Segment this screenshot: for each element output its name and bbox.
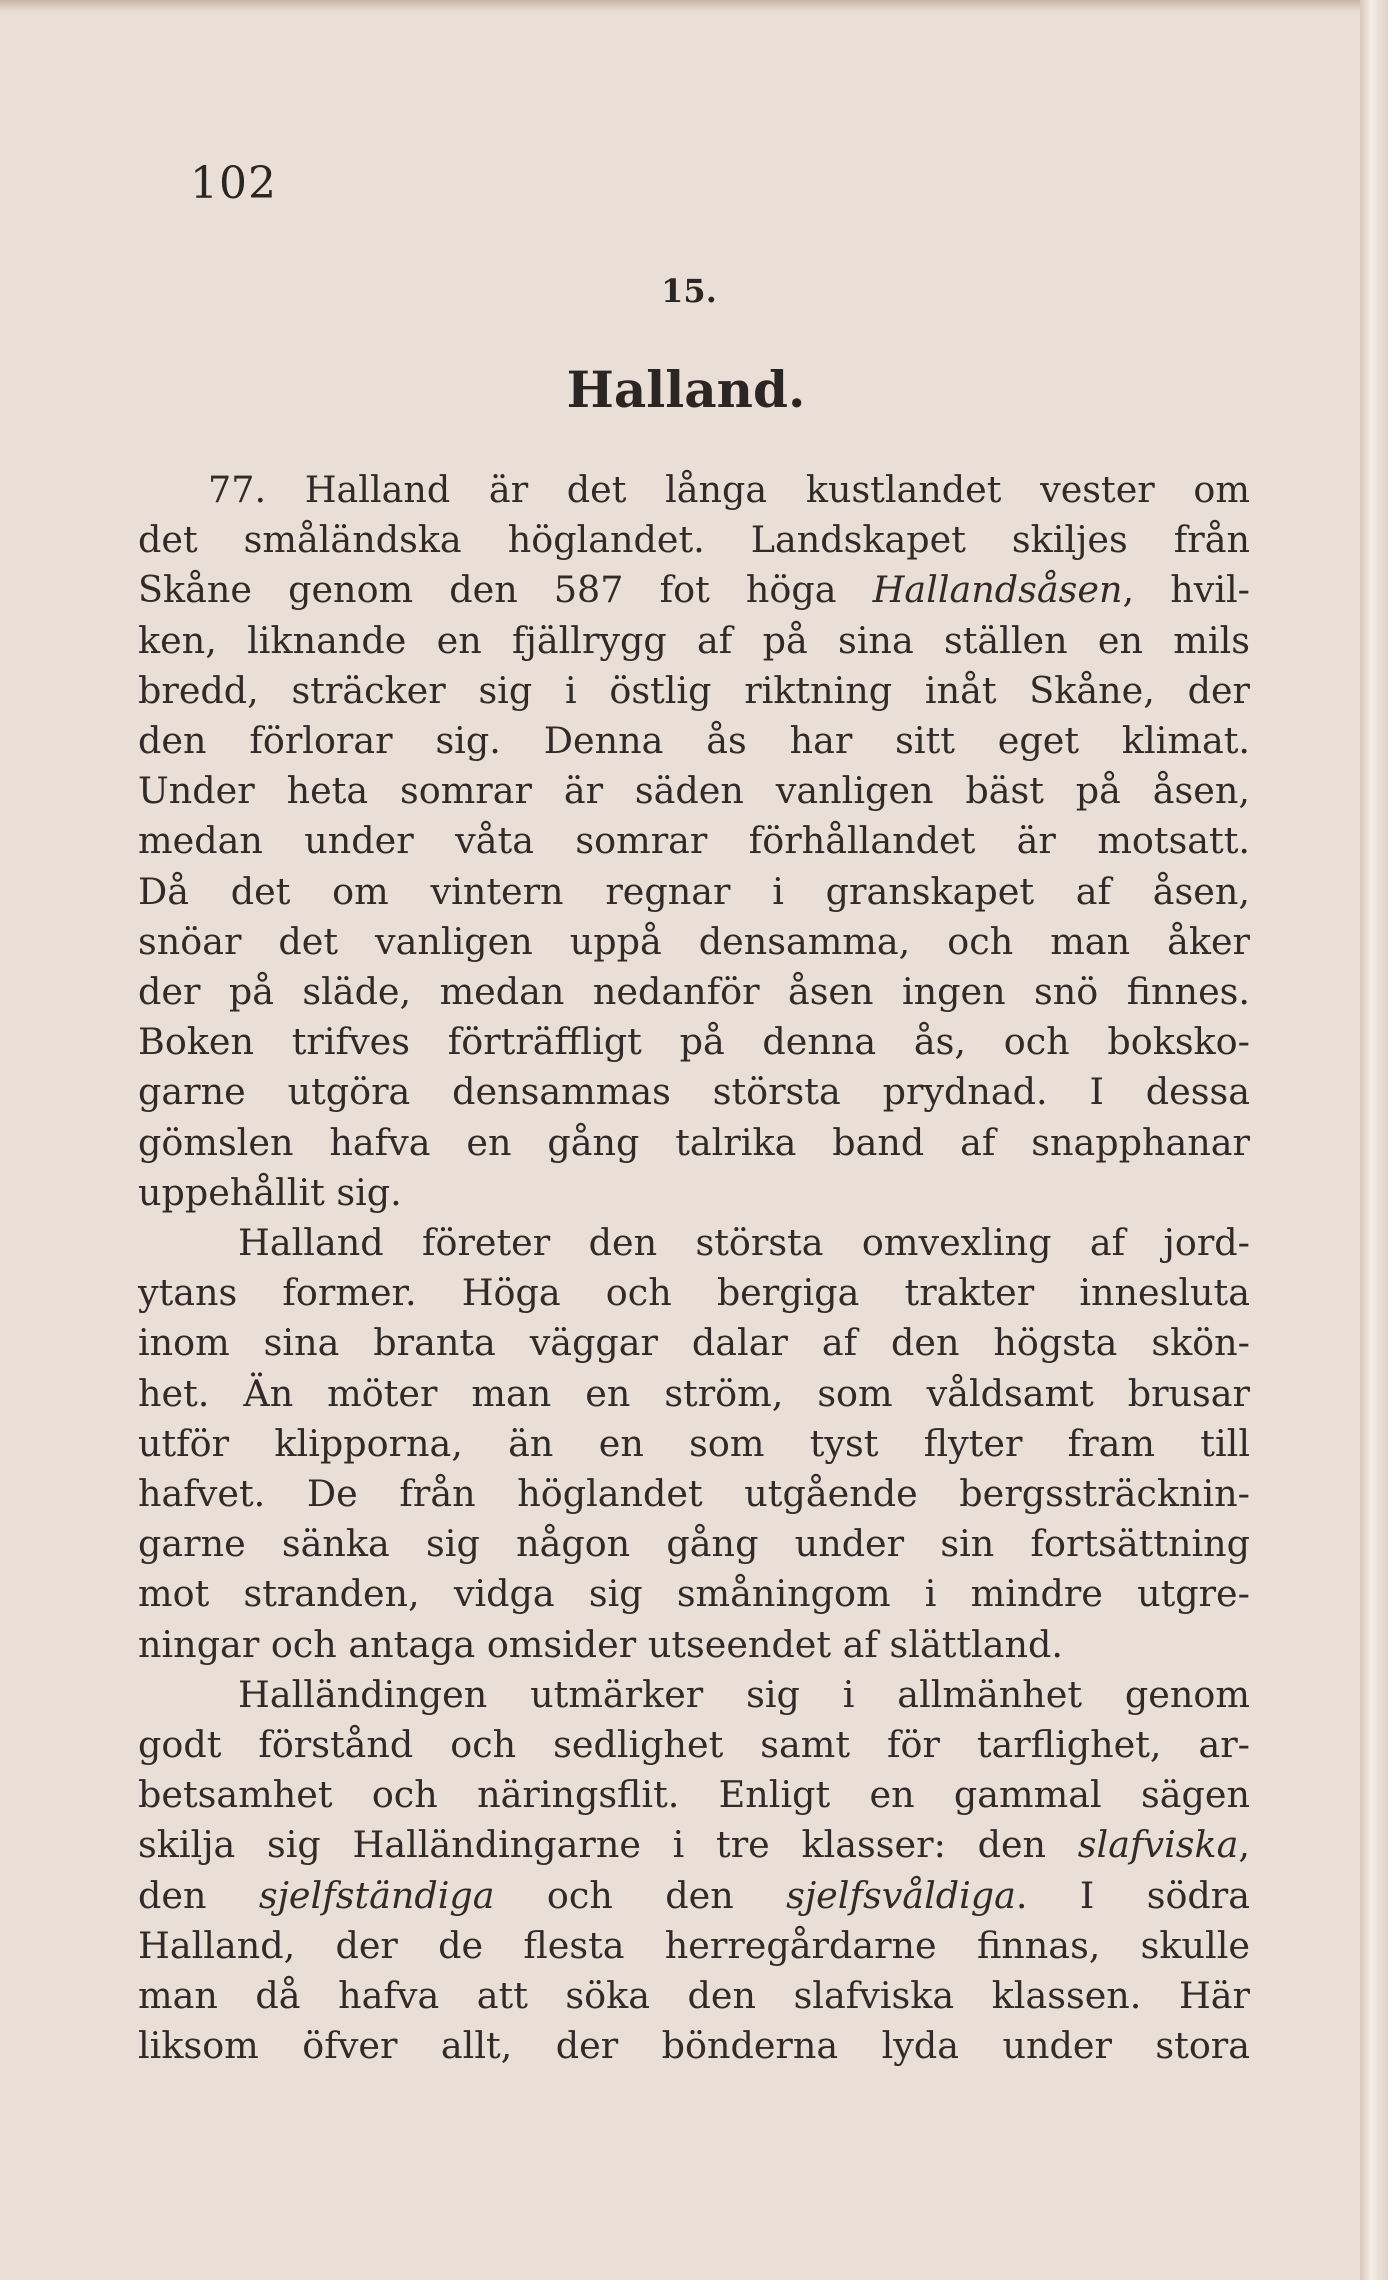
text-line: Under heta somrar är säden vanligen bäst på åsen, [138,769,1250,813]
text-line: liksom öfver allt, der bönderna lyda under stora [138,2024,1250,2068]
text-line: gömslen hafva en gång talrika band af snapphanar [138,1120,1250,1164]
text-line: snöar det vanligen uppå densamma, och man åker [138,919,1250,963]
text-line: ningar och antaga omsider utseendet af slättland. [138,1622,1063,1666]
text-line: hafvet. De från höglandet utgående bergssträcknin- [138,1472,1250,1516]
text-line: uppehållit sig. [138,1170,402,1214]
text-line: garne utgöra densammas största prydnad. I dessa [138,1070,1250,1114]
text-fragment: skilja sig Halländingarne i tre klasser: den [138,1823,1078,1867]
text-line: ytans former. Höga och bergiga trakter innesluta [138,1271,1250,1315]
section-number [0,272,1388,310]
text-fragment: , hvil- [1122,568,1250,612]
section-number-text: 15. [661,272,717,310]
text-line: Halland, der de flesta herregårdarne finnas, skulle [138,1923,1250,1967]
page-number: 102 [190,158,277,209]
text-line: den förlorar sig. Denna ås har sitt eget klimat. [138,719,1250,763]
body-text [138,465,1250,2072]
chapter-heading [0,360,1388,419]
text-line: det småländska höglandet. Landskapet skiljes från [138,518,1250,562]
text-fragment: . I södra [1015,1873,1250,1917]
text-fragment: , [1238,1823,1250,1867]
italic-term: Hallandsåsen [872,568,1123,612]
text-line [138,565,1250,615]
italic-term: sjelfständiga [258,1873,495,1917]
text-fragment: Skåne genom den 587 fot höga [138,568,873,612]
page-top-shadow [0,0,1388,12]
text-line: garne sänka sig någon gång under sin fortsättning [138,1522,1250,1566]
text-line: 77. Halland är det långa kustlandet vester om [208,468,1250,511]
text-line: Då det om vintern regnar i granskapet af åsen, [138,869,1250,913]
text-line: bredd, sträcker sig i östlig riktning inåt Skåne, der [138,668,1250,712]
text-fragment: och den [494,1873,787,1917]
text-line [138,1820,1250,1870]
text-line: der på släde, medan nedanför åsen ingen snö finnes. [138,970,1250,1014]
text-line: inom sina branta väggar dalar af den högsta skön- [138,1321,1250,1365]
text-line: medan under våta somrar förhållandet är motsatt. [138,819,1250,863]
text-line: betsamhet och näringsflit. Enligt en gammal sägen [138,1773,1250,1817]
text-line: ken, liknande en fjällrygg af på sina ställen en mils [138,618,1250,662]
italic-term: sjelfsvåldiga [786,1873,1016,1917]
chapter-heading-text: Halland. [566,360,806,419]
text-line: Boken trifves förträffligt på denna ås, och boksko- [138,1020,1250,1064]
text-line: man då hafva att söka den slafviska klassen. Här [138,1974,1250,2018]
text-line: Halländingen utmärker sig i allmänhet genom [238,1672,1250,1716]
text-line: godt förstånd och sedlighet samt för tarflighet, ar- [138,1723,1250,1767]
text-line: mot stranden, vidga sig småningom i mindre utgre- [138,1572,1250,1616]
italic-term: slafviska [1077,1823,1239,1867]
text-line: Halland företer den största omvexling af jord- [238,1221,1250,1265]
text-line: het. Än möter man en ström, som våldsamt brusar [138,1371,1250,1415]
text-line [138,1871,1250,1921]
text-line: utför klipporna, än en som tyst flyter fram till [138,1421,1250,1465]
text-fragment: den [138,1873,259,1917]
page-edge [1360,0,1388,2280]
